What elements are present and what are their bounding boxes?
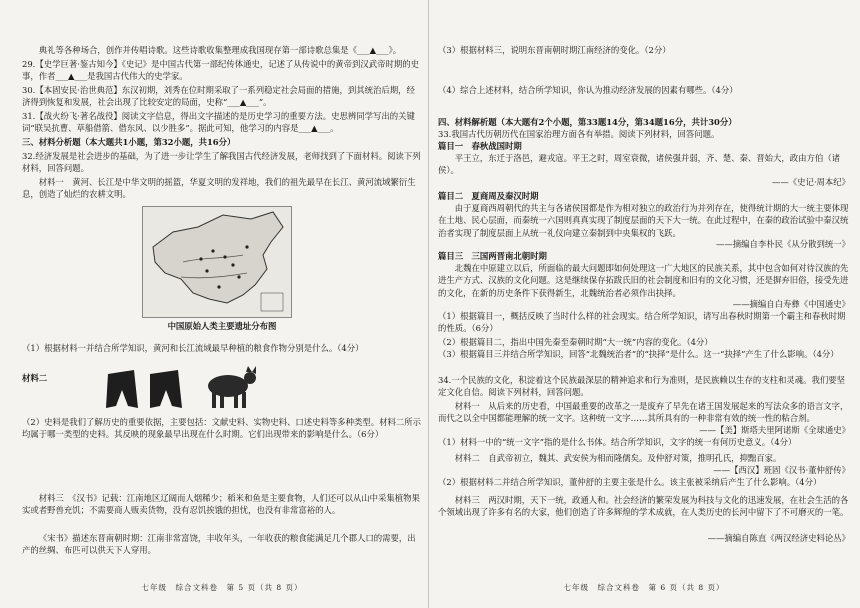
material-3-song-shu: 《宋书》描述东晋南朝时期：江南非常富饶，丰收年头，一年收获的粮食能满足几个郡人口的需要，出产的丝绸、布匹可以供天下人穿用。 xyxy=(22,533,416,556)
question-33: 33.我国古代历朝历代在国家治理方面各有举措。阅读下列材料，回答问题。 xyxy=(438,129,720,139)
question-29: 29.【史学巨著·鉴古知今】《史记》是中国古代第一部纪传体通史，记述了从传说中的黄帝到汉武帝时期的史事，作者___▲___是我国古代伟大的史学家。 xyxy=(22,59,420,82)
page-5-footer: 七年级 综合文科卷 第 5 页（共 8 页） xyxy=(141,582,303,592)
sub-question-3: （3）根据材料三，说明东晋南朝时期江南经济的变化。（2分） xyxy=(438,45,671,55)
question-32: 32.经济发展是社会进步的基础，为了进一步让学生了解我国古代经济发展，老师找到了下面材料。阅读下列材料，回答问题。 xyxy=(22,151,421,174)
q34-material-1: 材料一 从后来的历史看，中国最重要的改革之一是废弃了早先在诸王国发展起来的写法众多的语言文字，而代之以全中国都能理解的统一文字。这种统一文字……其所具有的一种非常有效的统一性的粘合剂。 xyxy=(438,401,849,424)
map-caption: 中国原始人类主要遗址分布图 xyxy=(167,321,277,331)
passage-1-text: 平王立，东迁于洛邑，避戎寇。平王之时，周室衰微，诸侯强并弱，齐、楚、秦、晋始大，政由方伯（诸侯）。 xyxy=(438,153,841,176)
sub-question-1: （1）根据材料一并结合所学知识，黄河和长江流域最早种植的粮食作物分别是什么。（4分） xyxy=(22,343,364,353)
question-34-2: （2）根据材料二并结合所学知识，董仲舒的主要主张是什么。该主张被采纳后产生了什么影响。（4分） xyxy=(438,477,822,487)
page-5 xyxy=(22,0,422,608)
section-4-heading: 四、材料解析题（本大题有2个小题，第33题14分，第34题16分，共计30分） xyxy=(438,117,737,127)
passage-3-source: ——摘编自白寿彝《中国通史》 xyxy=(732,299,850,309)
q34-material-2: 材料二 自武帝初立，魏其、武安侯为相而隆儒矣。及仲舒对策，推明孔氏，抑黜百家。 xyxy=(454,453,782,463)
material-2-label: 材料二 xyxy=(22,373,48,383)
passage-2-title: 篇目二 夏商周及秦汉时期 xyxy=(438,191,539,201)
page-6-footer: 七年级 综合文科卷 第 6 页（共 8 页） xyxy=(563,582,725,592)
question-34-1: （1）材料一中的“统一文字”指的是什么书体。结合所学知识，文字的统一有何历史意义。（4分） xyxy=(438,437,797,447)
sub-question-2: （2）史料是我们了解历史的重要依据，主要包括：文献史料、实物史料、口述史料等多种类型。材料二所示均属于哪一类型的史料。其反映的现象最早出现在什么时期。它们出现带来的影响是什么。（6分） xyxy=(22,417,421,440)
page-divider xyxy=(428,0,429,608)
question-34: 34.一个民族的文化，积淀着这个民族最深层的精神追求和行为准则，是民族赖以生存的支柱和灵魂。我们要坚定文化自信。阅读下列材料，回答问题。 xyxy=(438,375,845,398)
passage-2-source: ——摘编自李朴民《从分散到统一》 xyxy=(716,239,850,249)
section-3-heading: 三、材料分析题（本大题共1小题，第32小题，共16分） xyxy=(22,137,236,147)
question-33-3: （3）根据篇目三并结合所学知识，回答“北魏统治者”的“抉择”是什么。这一“抉择”产生了什么影响。（4分） xyxy=(438,349,839,359)
china-map-figure xyxy=(142,206,292,318)
question-33-1: （1）根据篇目一，概括反映了当时什么样的社会现实。结合所学知识，请写出春秋时期第一个霸主和春秋时期的性质。（6分） xyxy=(438,311,846,334)
q34-material-3: 材料三 两汉时期，天下一统，政通人和。社会经济的繁荣发展为科技与文化的迅速发展，在社会生活的各个领域出现了许多有名的大家，他们创造了许多辉煌的学术成就，在人类历史的长河中留下了不可磨灭的一笔。 xyxy=(438,495,849,518)
q34-material-3-source: ——摘编自陈直《两汉经济史料论丛》 xyxy=(707,533,850,543)
passage-1-source: ——《史记·周本纪》 xyxy=(771,177,850,187)
material-2-images xyxy=(100,364,300,416)
q34-material-2-source: ——【西汉】班固《汉书·董仲舒传》 xyxy=(713,465,850,475)
question-30: 30.【本固安民·治世典范】东汉初期，刘秀在位时期采取了一系列稳定社会局面的措施，到其统治后期，经济得到恢复和发展，社会出现了比较安定的局面，史称“___▲___”。 xyxy=(22,85,415,108)
q34-material-1-source: ——【美】斯塔夫里阿诺斯《全球通史》 xyxy=(699,425,850,435)
passage-1-title: 篇目一 春秋战国时期 xyxy=(438,141,522,151)
question-31: 31.【战火纷飞·著名战役】阅读文字信息，得出文字描述的是历史学习的重要方法。史思辨同学写出的关键词“联吴抗曹、草船借箭、借东风、以少胜多”。据此可知，他学习的内容是___▲___。 xyxy=(22,111,415,134)
passage-2-text: 由于夏商西周朝代的共主与各诸侯国都是作为相对独立的政治行为并列存在，使得统计期的大一统主要体现在土地、民心层面，而秦统一六国则真真实现了制度层面的天下大一统。在此过程中，在秦的政治试验中秦汉统治者实现了制度层面上从统一礼仪向建立秦制到中央集权的飞跃。 xyxy=(438,203,849,238)
question-33-2: （2）根据篇目二，指出中国先秦至秦朝时期“大一统”内容的变化。（4分） xyxy=(438,337,713,347)
page-6 xyxy=(438,0,850,608)
q28-tail: 典礼等各种场合，创作并传唱诗歌。这些诗歌收集整理成我国现存第一部诗歌总集是《___▲___》。 xyxy=(38,45,402,55)
material-1: 材料一 黄河、长江是中华文明的摇篮，华夏文明的发祥地，我们的祖先最早在长江、黄河流域繁衍生息，创造了灿烂的农耕文明。 xyxy=(22,177,416,200)
artifact-images xyxy=(100,364,300,416)
sub-question-4: （4）综合上述材料，结合所学知识，你认为推动经济发展的因素有哪些。（4分） xyxy=(438,85,738,95)
china-map-image xyxy=(143,207,291,317)
material-3: 材料三 《汉书》记载：江南地区辽阔而人烟稀少；稻米和鱼是主要食物，人们还可以从山中采集植物果实或者野兽充饥；不需要商人贩卖货物，没有忍饥挨饿的担忧，也没有非常富裕的人。 xyxy=(22,493,420,516)
passage-3-text: 北魏在中原建立以后，所面临的最大问题即如何处理这一广大地区的民族关系，其中包含如何对待汉族的先进生产方式、汉族的文化问题。这是继续保存拓跋氏旧的社会制度和旧有的文化习惯，还是摒弃旧俗，接受先进的文化，在新的历史条件下获得新生，北魏统治者必须作出抉择。 xyxy=(438,263,849,298)
passage-3-title: 篇目三 三国两晋南北朝时期 xyxy=(438,251,547,261)
